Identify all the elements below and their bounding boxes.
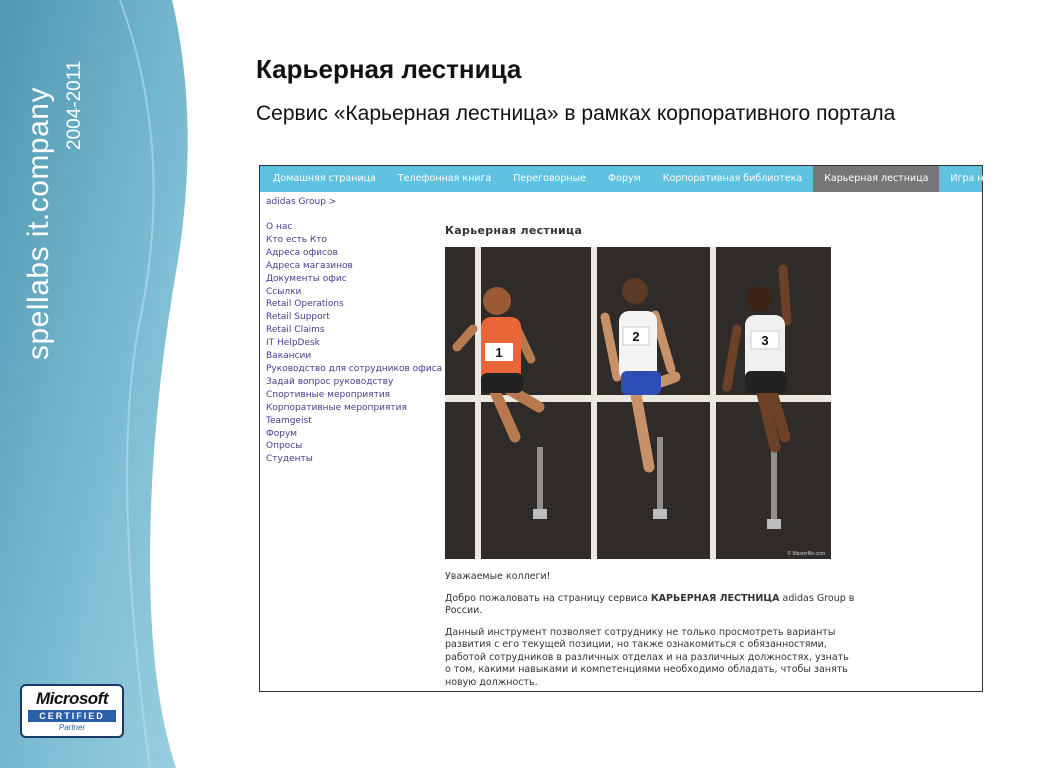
menu-item-forum[interactable]: Форум — [266, 428, 298, 439]
welcome-text-end: adidas Group в России. — [445, 592, 855, 616]
portal-top-nav — [260, 166, 1029, 192]
content-title: Карьерная лестница — [445, 224, 583, 237]
menu-item-sports-events[interactable]: Спортивные мероприятия — [266, 389, 391, 400]
menu-item-corporate-events[interactable]: Корпоративные мероприятия — [266, 402, 407, 413]
brand-years: 2004-2011 — [64, 60, 85, 150]
service-description: Данный инструмент позволяет сотруднику не только просмотреть варианты развития с его текущей позиции, но также ознакомиться с обязанностями, работой сотрудников в различных отделах и на различных должностях, узнать о том, какими навыками и компетенциями необходимо обладать, чтобы занять новую должность. — [445, 626, 849, 688]
nav-tab-forum[interactable]: Форум — [607, 173, 641, 184]
portal-screenshot — [259, 165, 1029, 692]
menu-item-who-is-who[interactable]: Кто есть Кто — [266, 234, 328, 245]
welcome-service-name: КАРЬЕРНАЯ ЛЕСТНИЦА — [650, 592, 780, 604]
greeting-text: Уважаемые коллеги! — [445, 571, 551, 582]
breadcrumb[interactable]: adidas Group > — [266, 197, 337, 207]
menu-item-retail-claims[interactable]: Retail Claims — [266, 325, 325, 336]
menu-item-teamgeist[interactable]: Teamgeist — [266, 415, 312, 426]
menu-item-office-documents[interactable]: Документы офис — [266, 273, 347, 284]
nav-tab-home[interactable]: Домашняя страница — [273, 173, 376, 184]
welcome-text — [445, 593, 855, 618]
bib-number-3: 3 — [761, 333, 769, 348]
menu-item-students[interactable]: Студенты — [266, 454, 313, 465]
microsoft-logo-text: Microsoft — [36, 689, 108, 708]
menu-item-store-addresses[interactable]: Адреса магазинов — [266, 260, 353, 271]
certified-label: CERTIFIED — [28, 710, 116, 722]
menu-item-polls[interactable]: Опросы — [266, 441, 303, 452]
nav-tab-phonebook[interactable]: Телефонная книга — [397, 173, 492, 184]
nav-tab-career-ladder[interactable]: Карьерная лестница — [813, 166, 939, 192]
menu-item-links[interactable]: Ссылки — [266, 286, 302, 297]
photo-credit: © Masterfile.com — [787, 551, 825, 557]
menu-item-ask-management[interactable]: Задай вопрос руководству — [266, 376, 394, 387]
menu-item-retail-operations[interactable]: Retail Operations — [266, 299, 344, 310]
brand-name: spellabs it.company — [22, 87, 55, 360]
slide-title: Карьерная лестница — [256, 54, 522, 84]
bib-number-1: 1 — [495, 345, 503, 360]
menu-item-it-helpdesk[interactable]: IT HelpDesk — [266, 338, 320, 349]
sprinters-photo — [445, 247, 831, 559]
menu-item-about[interactable]: О нас — [266, 222, 293, 232]
nav-tab-meeting-rooms[interactable]: Переговорные — [513, 173, 586, 184]
nav-tab-library[interactable]: Корпоративная библиотека — [662, 173, 803, 184]
partner-label: Partner — [58, 723, 86, 732]
menu-item-office-staff-guide[interactable]: Руководство для сотрудников офиса — [266, 363, 443, 374]
slide-subtitle: Сервис «Карьерная лестница» в рамках корпоративного портала — [256, 102, 896, 125]
menu-item-retail-support[interactable]: Retail Support — [266, 312, 330, 323]
portal-main-content — [445, 224, 855, 689]
welcome-text-start: Добро пожаловать на страницу сервиса — [445, 592, 651, 604]
microsoft-certified-partner-badge — [20, 684, 124, 738]
menu-item-office-addresses[interactable]: Адреса офисов — [266, 247, 338, 258]
menu-item-vacancies[interactable]: Вакансии — [266, 351, 312, 362]
portal-side-menu — [266, 221, 442, 466]
bib-number-2: 2 — [632, 329, 640, 344]
nav-tab-away-game[interactable]: Игра на выезде — [950, 173, 1029, 184]
